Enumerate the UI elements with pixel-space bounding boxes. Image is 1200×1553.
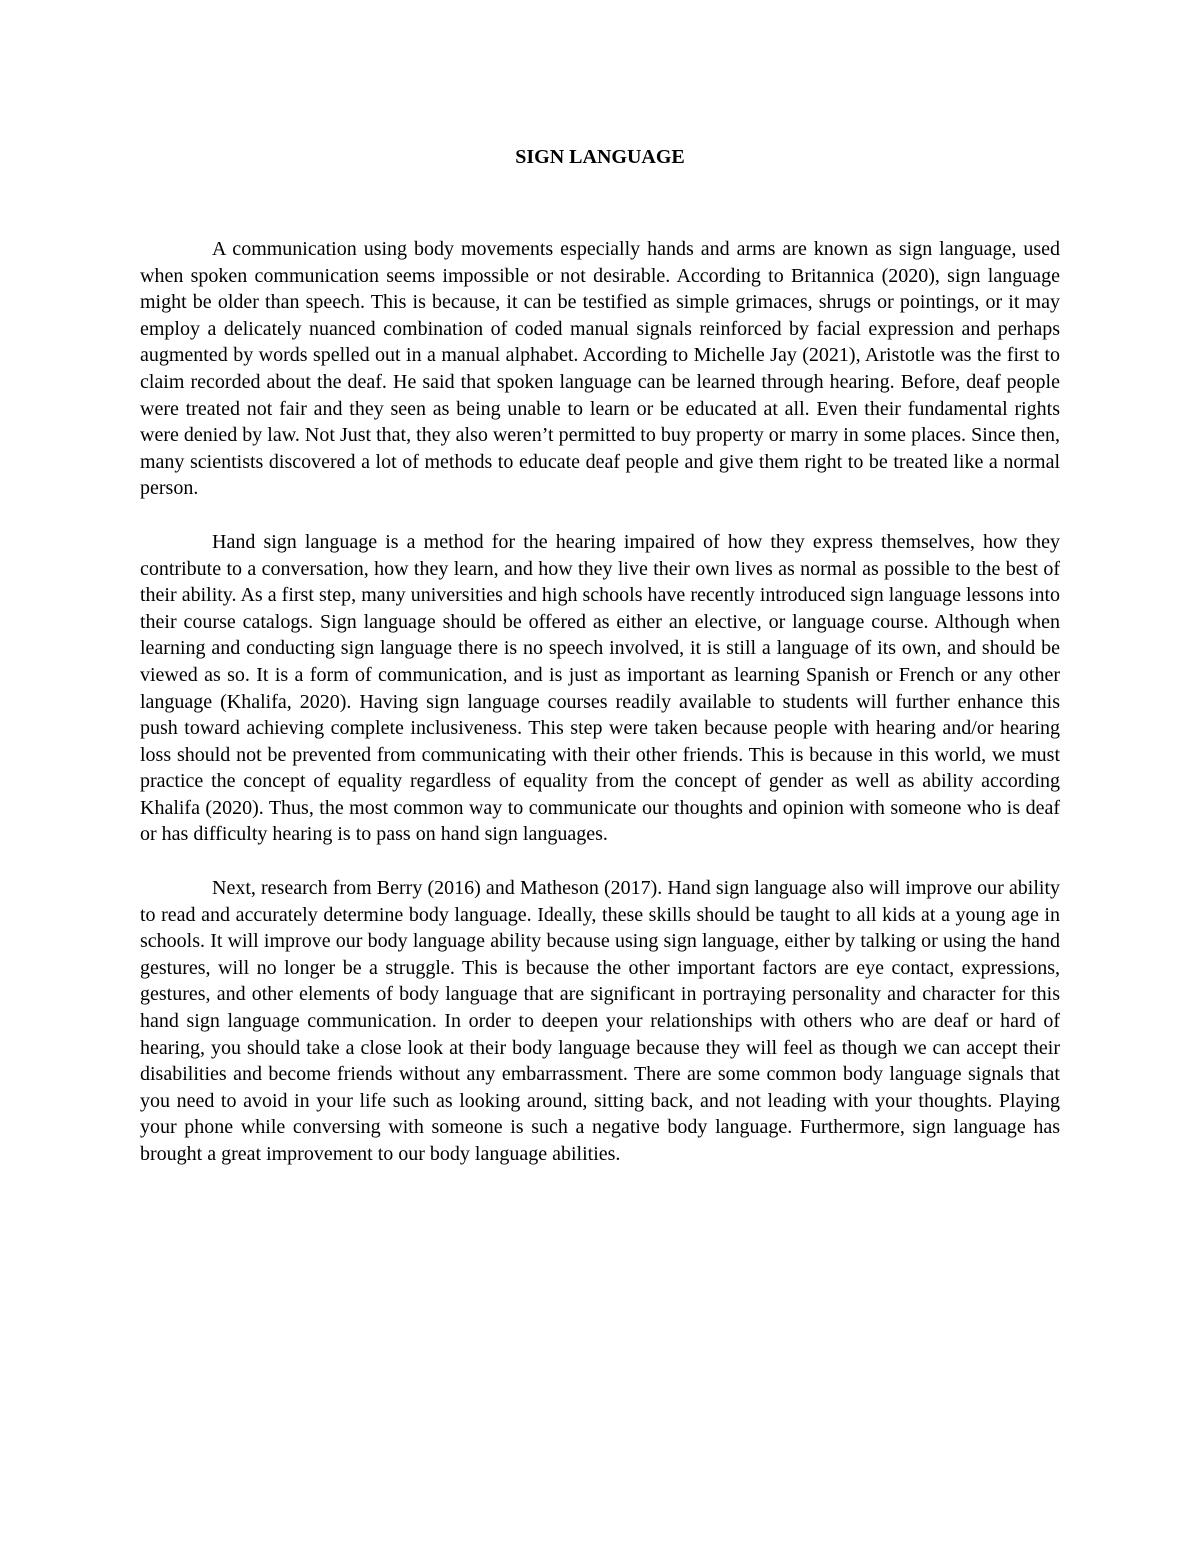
paragraph-1: A communication using body movements especially hands and arms are known as sign language, used when spoken communication seems impossible or not desirable. According to Britannica (2020), sign language might be older than speech. This is because, it can be testified as simple grimaces, shrugs or pointings, or it may employ a delicately nuanced combination of coded manual signals reinforced by facial expression and perhaps augmented by words spelled out in a manual alphabet. According to Michelle Jay (2021), Aristotle was the first to claim recorded about the deaf. He said that spoken language can be learned through hearing. Before, deaf people were treated not fair and they seen as being unable to learn or be educated at all. Even their fundamental rights were denied by law. Not Just that, they also weren’t permitted to buy property or marry in some places. Since then, many scientists discovered a lot of methods to educate deaf people and give them right to be treated like a normal person.: [140, 238, 1060, 500]
document-title: SIGN LANGUAGE: [515, 146, 685, 168]
paragraph-3: Next, research from Berry (2016) and Matheson (2017). Hand sign language also will improve our ability to read and accurately determine body language. Ideally, these skills should be taught to all kids at a young age in schools. It will improve our body language ability because using sign language, either by talking or using the hand gestures, will no longer be a struggle. This is because the other important factors are eye contact, expressions, gestures, and other elements of body language that are significant in portraying personality and character for this hand sign language communication. In order to deepen your relationships with others who are deaf or hard of hearing, you should take a close look at their body language because they will feel as though we can accept their disabilities and become friends without any embarrassment. There are some common body language signals that you need to avoid in your life such as looking around, sitting back, and not leading with your thoughts. Playing your phone while conversing with someone is such a negative body language. Furthermore, sign language has brought a great improvement to our body language abilities.: [140, 877, 1060, 1165]
document-body: [140, 236, 1060, 1195]
paragraph-2: Hand sign language is a method for the hearing impaired of how they express themselves, how they contribute to a conversation, how they learn, and how they live their own lives as normal as possible to the best of their ability. As a first step, many universities and high schools have recently introduced sign language lessons into their course catalogs. Sign language should be offered as either an elective, or language course. Although when learning and conducting sign language there is no speech involved, it is still a language of its own, and should be viewed as so. It is a form of communication, and is just as important as learning Spanish or French or any other language (Khalifa, 2020). Having sign language courses readily available to students will further enhance this push toward achieving complete inclusiveness. This step were taken because people with hearing and/or hearing loss should not be prevented from communicating with their other friends. This is because in this world, we must practice the concept of equality regardless of equality from the concept of gender as well as ability according Khalifa (2020). Thus, the most common way to communicate our thoughts and opinion with someone who is deaf or has difficulty hearing is to pass on hand sign languages.: [140, 530, 1060, 846]
